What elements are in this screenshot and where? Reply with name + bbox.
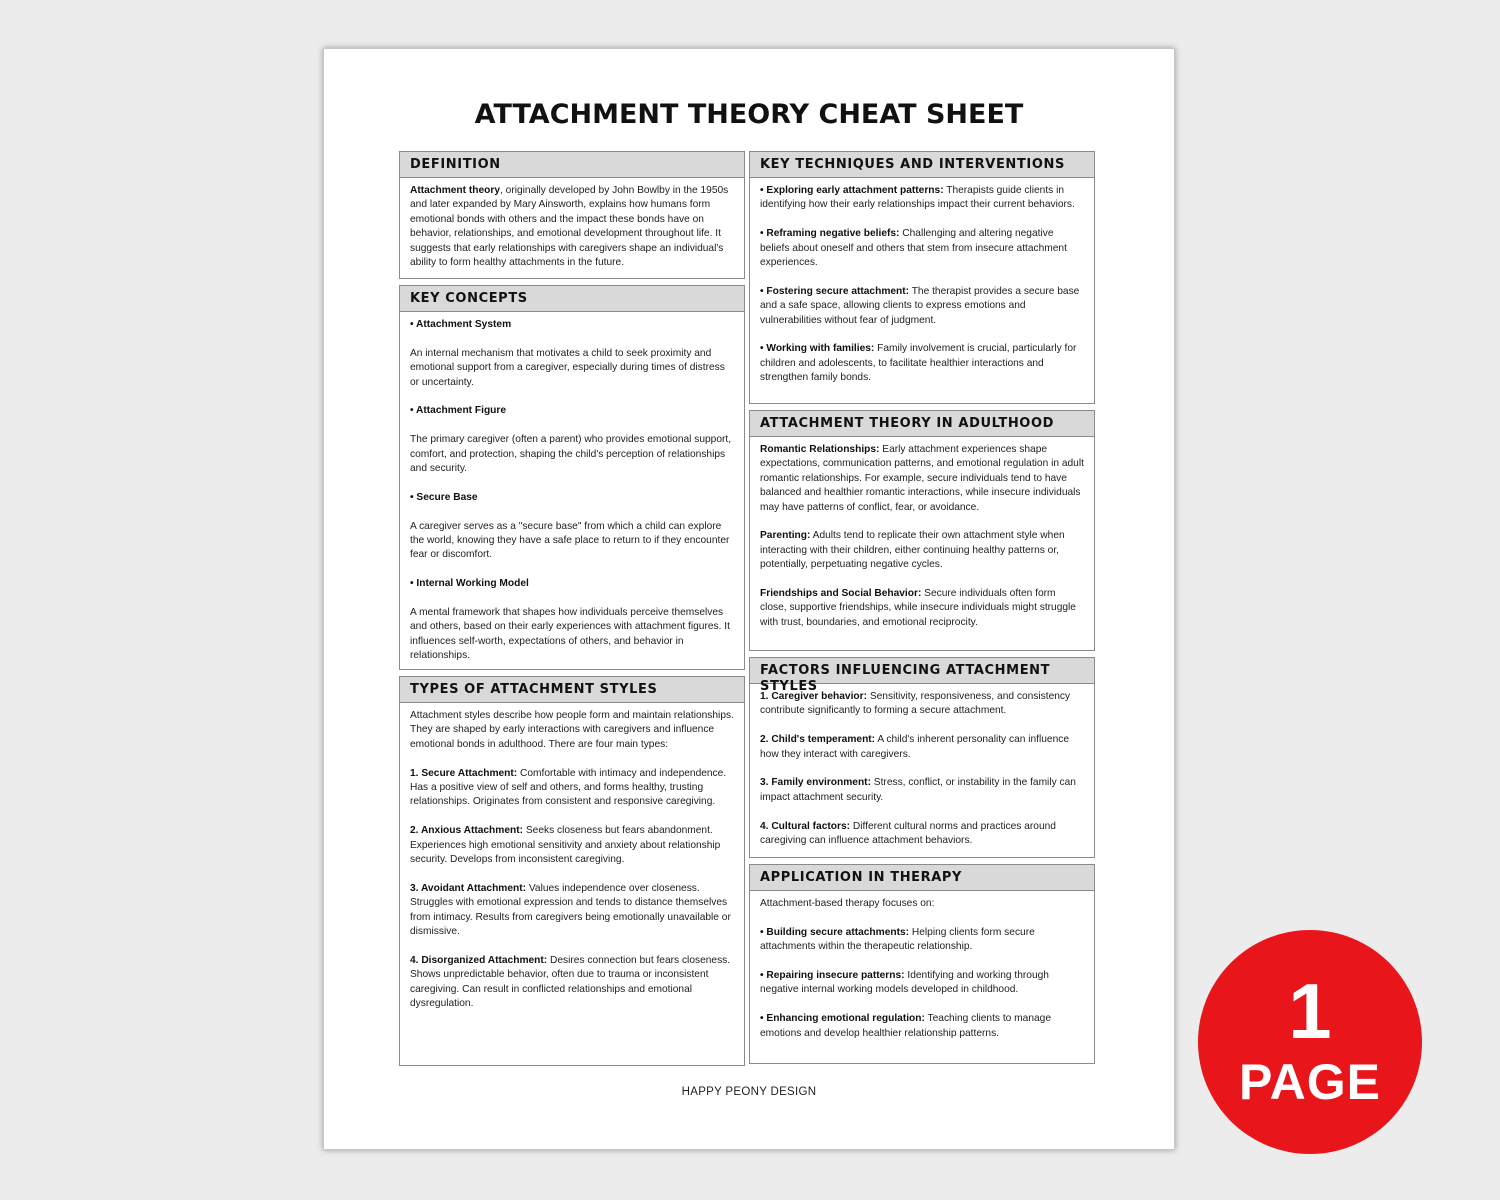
concept-text: A mental framework that shapes how individuals perceive themselves and others, based on their early experiences with attachment figures. It influences self-worth, expectations of others, and behavior in relationships. xyxy=(410,607,730,662)
section-heading: DEFINITION xyxy=(400,152,744,178)
cheat-sheet-page xyxy=(323,48,1175,1150)
definition-term: Attachment theory xyxy=(410,185,501,196)
definition-text: Attachment theory, originally developed by John Bowlby in the 1950s and later expanded by Mary Ainsworth, explains how humans form emotional bonds with others and the impact these bonds have on behavior, relationships, and emotional development throughout life. It suggests that early relationships with caregivers shape an individual's ability to form healthy attachments in the future. xyxy=(410,185,729,269)
adulthood-item: Parenting: Adults tend to replicate their own attachment style when interacting with their children, either continuing healthy patterns or, potentially, perpetuating negative cycles. xyxy=(760,530,1065,571)
factors-section xyxy=(749,657,1095,858)
style-item: 2. Anxious Attachment: Seeks closeness but fears abandonment. Experiences high emotional sensitivity and anxiety about relationship security. Develops from inconsistent caregiving. xyxy=(410,825,721,866)
left-column xyxy=(399,151,745,1072)
concept-text: A caregiver serves as a "secure base" from which a child can explore the world, knowing they have a safe place to return to if they encounter fear or discomfort. xyxy=(410,520,730,561)
therapy-intro: Attachment-based therapy focuses on: xyxy=(760,898,935,909)
section-heading: ATTACHMENT THEORY IN ADULTHOOD xyxy=(750,411,1094,437)
concept-label: • Attachment Figure xyxy=(410,405,507,417)
concept-label: • Attachment System xyxy=(410,319,512,330)
section-heading: TYPES OF ATTACHMENT STYLES xyxy=(400,677,744,703)
right-column xyxy=(749,151,1095,1070)
factor-item: 4. Cultural factors: Different cultural norms and practices around caregiving can influence attachment behaviors. xyxy=(760,820,1056,847)
definition-section xyxy=(399,151,745,279)
section-heading: APPLICATION IN THERAPY xyxy=(750,865,1094,891)
therapy-item: • Repairing insecure patterns: Identifying and working through negative internal working models developed in childhood. xyxy=(760,970,1049,996)
concept-text: An internal mechanism that motivates a child to seek proximity and emotional support from a caregiver, especially during times of distress or uncertainty. xyxy=(410,347,725,388)
factor-item: 3. Family environment: Stress, conflict, or instability in the family can impact attachment security. xyxy=(760,777,1076,803)
technique-item: • Exploring early attachment patterns: Therapists guide clients in identifying how their early relationships impact their current behaviors. xyxy=(760,185,1075,211)
concept-label: • Secure Base xyxy=(410,491,478,503)
page-count-badge xyxy=(1198,930,1422,1154)
factor-item: 1. Caregiver behavior: Sensitivity, responsiveness, and consistency contribute significantly to forming a secure attachment. xyxy=(760,691,1071,717)
factor-item: 2. Child's temperament: A child's inherent personality can influence how they interact with caregivers. xyxy=(760,734,1070,760)
concept-label: • Internal Working Model xyxy=(410,578,529,590)
therapy-item: • Enhancing emotional regulation: Teaching clients to manage emotions and develop healthier relationship patterns. xyxy=(760,1013,1051,1039)
adulthood-item: Friendships and Social Behavior: Secure individuals often form close, supportive friendships, while insecure individuals might struggle with trust, boundaries, and emotional reciprocity. xyxy=(760,588,1076,628)
style-item: 4. Disorganized Attachment: Desires connection but fears closeness. Shows unpredictable behavior, often due to trauma or inconsistent caregiving. Can result in conflicted relationships and emotional dysregulation. xyxy=(410,954,731,1010)
adulthood-section xyxy=(749,410,1095,651)
therapy-section xyxy=(749,864,1095,1064)
technique-item: • Working with families: Family involvement is crucial, particularly for children and adolescents, to facilitate healthier interactions and strengthen family bonds. xyxy=(760,343,1077,384)
technique-item: • Reframing negative beliefs: Challenging and altering negative beliefs about oneself and others that stem from insecure attachment experiences. xyxy=(760,228,1067,269)
key-concepts-section xyxy=(399,285,745,670)
style-item: 1. Secure Attachment: Comfortable with intimacy and independence. Has a positive view of self and others, and forms healthy, trusting relationships. Originates from consistent and responsive caregiving. xyxy=(410,767,727,808)
section-heading: FACTORS INFLUENCING ATTACHMENT STYLES xyxy=(750,658,1094,684)
attachment-styles-section xyxy=(399,676,745,1066)
concept-text: The primary caregiver (often a parent) who provides emotional support, comfort, and protection, shaping the child's perception of relationships and security. xyxy=(410,434,732,475)
section-heading: KEY TECHNIQUES AND INTERVENTIONS xyxy=(750,152,1094,178)
badge-number: 1 xyxy=(1288,967,1332,1055)
page-title: ATTACHMENT THEORY CHEAT SHEET xyxy=(474,99,1024,130)
styles-intro: Attachment styles describe how people form and maintain relationships. They are shaped by early interactions with caregivers and influence emotional bonds in adulthood. There are four main types: xyxy=(410,710,734,750)
style-item: 3. Avoidant Attachment: Values independence over closeness. Struggles with emotional expression and tends to distance themselves from intimacy. Results from caregivers being emotionally unavailable or dismissive. xyxy=(410,882,731,938)
technique-item: • Fostering secure attachment: The therapist provides a secure base and a safe space, allowing clients to express emotions and vulnerabilities without fear of judgment. xyxy=(760,285,1080,326)
adulthood-item: Romantic Relationships: Early attachment experiences shape expectations, communication patterns, and emotional regulation in adult romantic relationships. For example, secure individuals tend to have balanced and healthier romantic interactions, while insecure individuals may have patterns of conflict, fear, or avoidance. xyxy=(760,444,1084,513)
brand-footer: HAPPY PEONY DESIGN xyxy=(681,1086,817,1098)
therapy-item: • Building secure attachments: Helping clients form secure attachments within the therapeutic relationship. xyxy=(760,926,1035,953)
section-heading: KEY CONCEPTS xyxy=(400,286,744,312)
badge-label: PAGE xyxy=(1239,1054,1381,1110)
techniques-section xyxy=(749,151,1095,404)
